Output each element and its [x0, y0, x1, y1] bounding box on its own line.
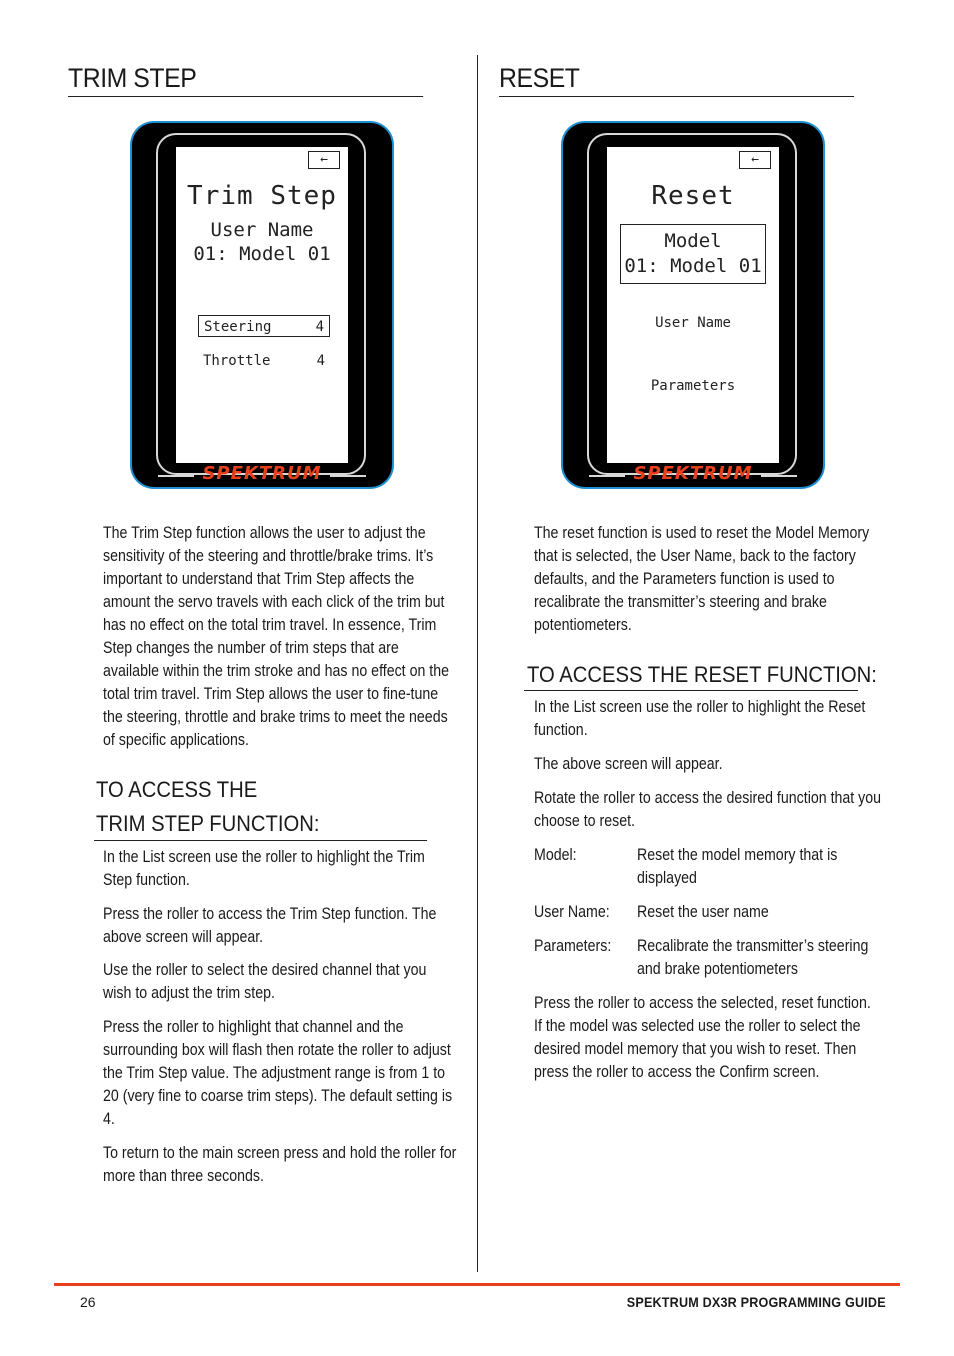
reset-closing: Press the roller to access the selected, reset function. If the model was selected use the roller to select the desired model memory that you wish to reset. Then press the roller to access the Confirm screen. — [534, 994, 871, 1081]
definition-desc-parameters: Recalibrate the transmitter’s steering and brake potentiometers — [637, 937, 869, 978]
spektrum-logo: SPEKTRUM — [202, 463, 322, 484]
subhead-underline — [524, 690, 858, 691]
trim-step-step-2: Press the roller to access the Trim Step function. The above screen will appear. — [103, 905, 437, 946]
reset-step-1: In the List screen use the roller to highlight the Reset function. — [534, 698, 866, 739]
lcd-screen — [607, 147, 779, 463]
reset-title: RESET — [499, 60, 854, 97]
throttle-value: 4 — [316, 353, 325, 369]
steering-label: Steering — [204, 319, 272, 335]
back-arrow-icon[interactable]: ← — [739, 151, 771, 169]
reset-subhead: TO ACCESS THE RESET FUNCTION: — [527, 662, 877, 687]
trim-step-subhead-line2: TRIM STEP FUNCTION: — [96, 811, 320, 836]
trim-step-step-4: Press the roller to highlight that channel and the surrounding box will flash then rotate the roller to adjust the Trim Step value. The adjustment range is from 1 to 20 (very fine to coarse trim steps). The default setting is 4. — [103, 1018, 453, 1128]
trim-step-step-5: To return to the main screen press and hold the roller for more than three seconds. — [103, 1144, 457, 1185]
trim-step-subhead-line1: TO ACCESS THE — [96, 777, 258, 802]
screen-parameters[interactable]: Parameters — [650, 378, 736, 394]
screen-model-label: Model — [664, 230, 722, 252]
footer-rule — [54, 1283, 900, 1286]
spektrum-logo: SPEKTRUM — [633, 463, 753, 484]
steering-value: 4 — [315, 319, 324, 335]
lcd-screen — [176, 147, 348, 463]
trim-step-step-3: Use the roller to select the desired channel that you wish to adjust the trim step. — [103, 961, 427, 1002]
trim-step-step-1: In the List screen use the roller to highlight the Trim Step function. — [103, 848, 425, 889]
subhead-underline — [94, 840, 427, 841]
back-arrow-icon[interactable]: ← — [308, 151, 340, 169]
definition-term-user-name: User Name: — [534, 903, 610, 921]
definition-term-parameters: Parameters: — [534, 937, 612, 955]
definition-desc-model: Reset the model memory that is displayed — [637, 846, 838, 887]
trim-step-title: TRIM STEP — [68, 60, 423, 97]
screen-model: 01: Model 01 — [624, 255, 762, 277]
screen-user-name: User Name — [210, 219, 314, 241]
definition-desc-user-name: Reset the user name — [637, 903, 769, 921]
reset-intro: The reset function is used to reset the Model Memory that is selected, the User Name, back to the factory defaults, and the Parameters function is used to recalibrate the transmitter’s steering and brake potentiometers. — [534, 524, 870, 634]
trim-step-intro: The Trim Step function allows the user to adjust the sensitivity of the steering and throttle/brake trims. It’s important to understand that Trim Step affects the amount the servo travels with each click of the trim but has no effect on the total trim travel. In essence, Trim Step changes the number of trim steps that are available within the trim stroke and has no effect on the total trim travel. Trim Step allows the user to fine-tune the steering, throttle and brake trims to meet the needs of specific applications. — [103, 524, 450, 749]
trim-step-device-screen — [132, 123, 392, 487]
reset-step-3: Rotate the roller to access the desired function that you choose to reset. — [534, 789, 882, 830]
throttle-label: Throttle — [203, 353, 271, 369]
reset-step-2: The above screen will appear. — [534, 755, 723, 773]
definition-term-model: Model: — [534, 846, 577, 864]
reset-device-screen — [563, 123, 823, 487]
screen-title: Reset — [651, 181, 735, 211]
steering-row[interactable] — [198, 315, 330, 337]
throttle-row[interactable] — [198, 350, 330, 372]
column-divider — [477, 55, 478, 1272]
guide-title: SPEKTRUM DX3R PROGRAMMING GUIDE — [626, 1294, 886, 1310]
screen-title: Trim Step — [187, 181, 337, 211]
screen-user-name[interactable]: User Name — [655, 315, 731, 331]
page-number: 26 — [80, 1294, 96, 1310]
screen-model: 01: Model 01 — [193, 243, 331, 265]
